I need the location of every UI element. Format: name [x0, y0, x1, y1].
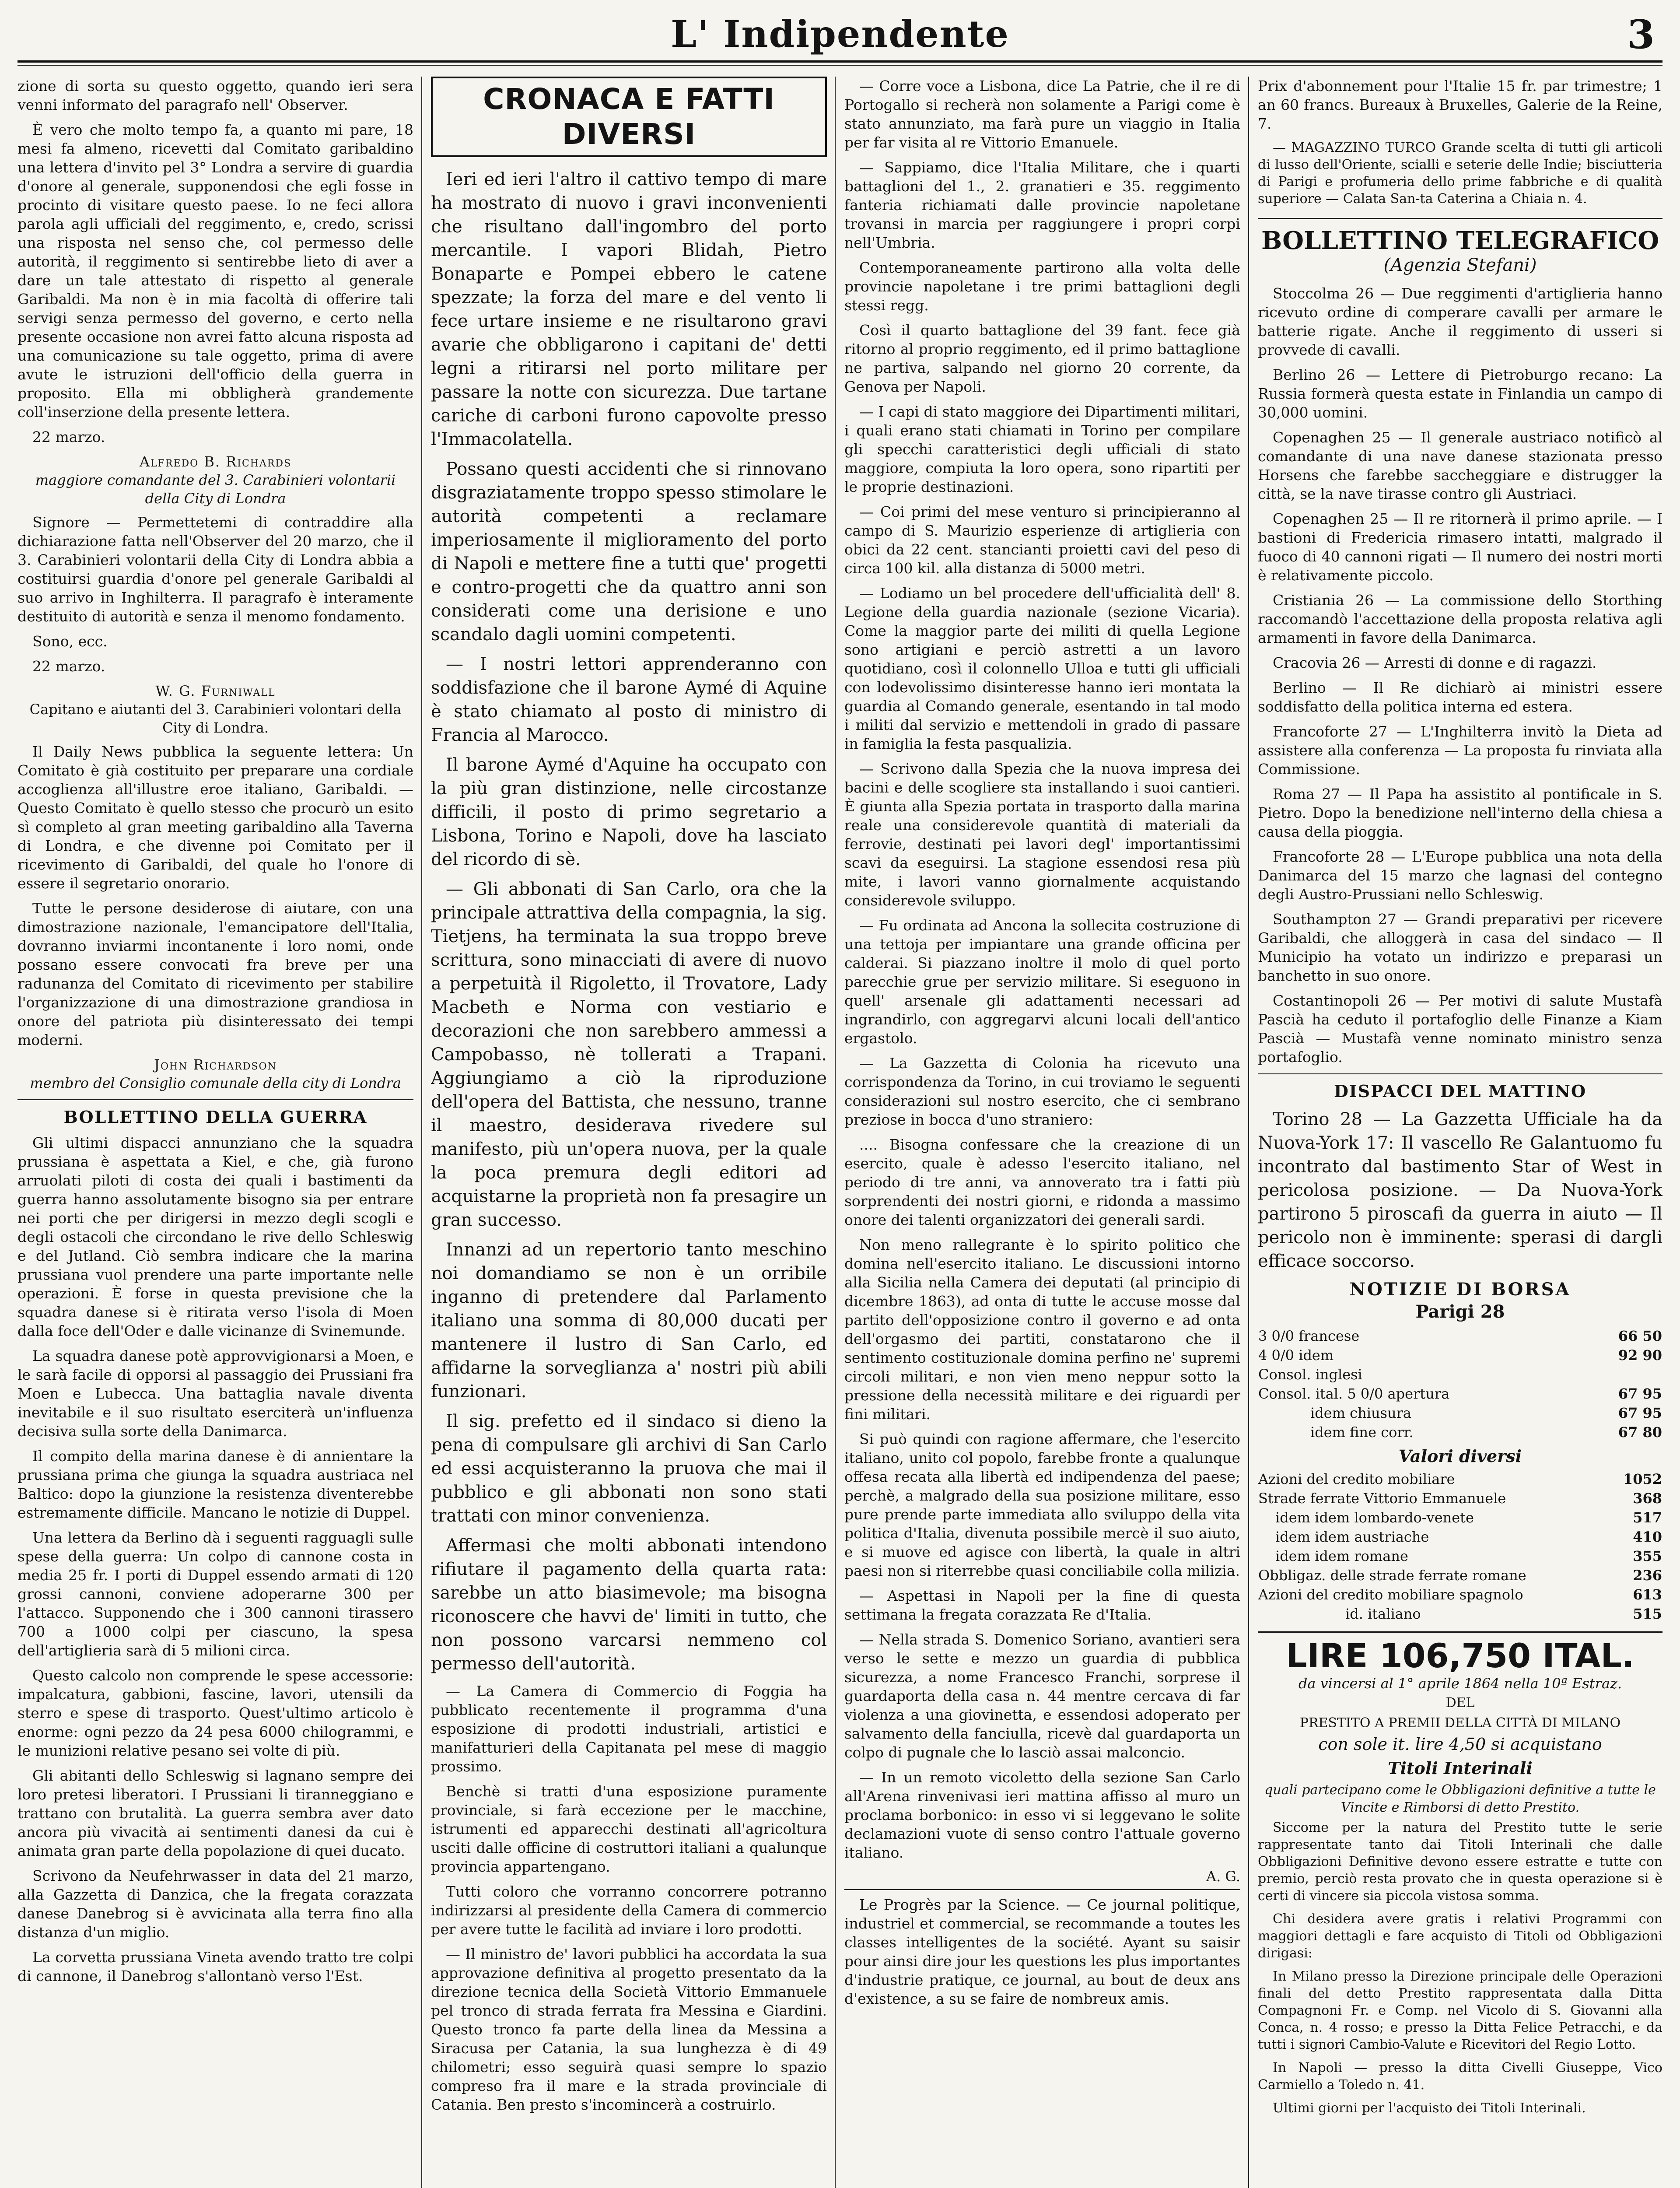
masthead — [18, 9, 1662, 66]
stock-label: idem idem romane — [1275, 1548, 1408, 1564]
column-divider — [1248, 77, 1249, 2188]
lottery-note: da vincersi al 1° aprile 1864 nella 10ª Estraz. — [1298, 1675, 1622, 1692]
signature-name: W. G. Furniwall — [155, 683, 276, 699]
article-paragraph: È vero che molto tempo fa, a quanto mi pare, 18 mesi fa almeno, ricevetti dal Comitato garibaldino una lettera d'invito pel 3° Londra a servire di guardia d'onore al generale, supponendosi che egli fosse in procinto di visitare questo paese. Io ne feci allora parola agli ufficiali del reggimento, e, credo, scrissi una risposta nel senso che, col permesso delle autorità, il reggimento si sentirebbe lieto di aver a dare un tale attestato di rispetto al generale Garibaldi. Ma non è in mia facoltà di offerire tali servigi senza permesso del governo, e certo nella presente occasione non avrei fatto alcuna risposta ad una comunicazione su tale oggetto, prima di avere avute le istruzioni dell'officio della guerra in proposito. Ella mi obbligherà grandemente coll'inserzione della presente lettera. — [18, 121, 413, 421]
stock-label: Obbligaz. delle strade ferrate romane — [1258, 1567, 1526, 1584]
telegram-item: Costantinopoli 26 — Per motivi di salute Mustafà Pascià ha ceduto il portafoglio delle Finanze a Kiam Pascià — Mustafà venne nominato ministro senza portafoglio. — [1258, 992, 1662, 1066]
stock-value: 66 50 — [1618, 1328, 1662, 1344]
stock-label: idem idem austriache — [1275, 1529, 1429, 1545]
article-paragraph: Contemporaneamente partirono alla volta delle provincie napoletane i tre primi battaglioni degli stessi regg. — [844, 259, 1240, 314]
article-paragraph: .... Bisogna confessare che la creazione di un esercito, quale è adesso l'esercito italiano, nel periodo di tre anni, va annoverato tra i fatti più sorprendenti dei nostri giorni, e ridonda a massimo onore dei talenti organizzatori dei generali sardi. — [844, 1136, 1240, 1228]
letter-closing: Sono, ecc. — [32, 633, 108, 650]
article-paragraph: Il compito della marina danese è di annientare la prussiana prima che giunga la squadra austriaca nel Baltico: dopo la giunzione la resistenza diventerebbe estremamente difficile. Mancano le notizie di Duppel. — [18, 1448, 413, 1521]
article-paragraph: Una lettera da Berlino dà i seguenti ragguagli sulle spese della guerra: Un colpo di cannone costa in media 25 fr. I porti di Duppel essendo armati di 120 grossi cannoni, conviene adoperarne 300 per l'attacco. Supponendo che i 300 cannoni tirassero 700 a 1000 colpi per ciascuno, la spesa dell'artiglieria sarà di 5 milioni circa. — [18, 1529, 413, 1659]
telegram-item: Cracovia 26 — Arresti di donne e di ragazzi. — [1273, 654, 1597, 671]
article-paragraph: — In un remoto vicoletto della sezione San Carlo all'Arena rinvenivasi ieri mattina affisso al muro un proclama borbonico: in esso vi si leggevano le solite declamazioni vuote di senso contro l'attuale governo italiano. — [844, 1769, 1240, 1861]
article-paragraph: Questo calcolo non comprende le spese accessorie: impalcatura, gabbioni, fascine, lavori, utensili da sterro e spese di trasporto. Quest'ultimo articolo è enorme: ogni pezzo da 24 pesa 6000 chilogrammi, e le munizioni relative pesano sei volte di più. — [18, 1667, 413, 1759]
stock-subheading: Valori diversi — [1398, 1446, 1522, 1466]
column-3 — [844, 77, 1240, 2188]
article-paragraph: Tutte le persone desiderose di aiutare, con una dimostrazione nazionale, l'emancipatore dell'Italia, dovranno inviarmi incontanente i loro nomi, onde possano essere convocati fra breve per una radunanza del Comitato di ricevimento per stabilire l'organizzazione di una dimostrazione grandiosa in onore del patriota più disinteressato dei tempi moderni. — [18, 900, 413, 1048]
article-paragraph: — Lodiamo un bel procedere dell'ufficialità dell' 8. Legione della guardia nazionale (sezione Vicaria). Come la maggior parte dei militi di quella Legione sono artigiani e perciò astretti a un lavoro quotidiano, così il colonnello Ulloa e tutti gli ufficiali con lodevolissimo disinteresse hanno ieri montata la guardia al Comando generale, esentando in tal modo i militi dal servizio e mettendoli in grado di passare in famiglia la festa pasqualizia. — [844, 585, 1240, 752]
article-paragraph: Possano questi accidenti che si rinnovano disgraziatamente troppo spesso stimolare le autorità competenti a reclamare imperiosamente il miglioramento del porto di Napoli e mettere fine a tutti que' progetti e contro-progetti che da quattro anni son considerati come una derisione e uno scandalo dagli uomini competenti. — [431, 459, 827, 645]
article-paragraph: — Scrivono dalla Spezia che la nuova impresa dei bacini e delle scogliere sta installando i suoi cantieri. È giunta alla Spezia portata in trasporto dalla marina reale una considerevole quantità di materiali da ferrovie, destinati pei lavori degl' importantissimi scavi da eseguirsi. La stagione essendosi resa più mite, i lavori vanno giornalmente acquistando considerevole sviluppo. — [844, 760, 1240, 909]
table-row — [1258, 1365, 1662, 1384]
article-paragraph: Così il quarto battaglione del 39 fant. fece già ritorno al proprio reggimento, ed il primo battaglione ne partiva, salpando nel giorno 20 corrente, da Genova per Napoli. — [844, 322, 1240, 395]
lottery-headline: LIRE 106,750 ITAL. — [1258, 1631, 1662, 1675]
article-paragraph: — Coi primi del mese venturo si principieranno al campo di S. Maurizio esperienze di artiglieria con obici da 22 cent. stancianti proietti cavi del peso di circa 100 kil. alla distanza di 5000 metri. — [844, 503, 1240, 577]
article-paragraph: Gli ultimi dispacci annunziano che la squadra prussiana è aspettata a Kiel, e che, già furono arruolati piloti di costa dei quali i bastimenti da guerra hanno assolutamente bisogno sia per entrare nei porti che per dirigersi in mezzo degli scogli e degli ostacoli che circondano le rive dello Schleswig e del Jutland. Ciò sembra indicare che la marina prussiana vuol prendere una parte importante nelle operazioni. È forse in questa previsione che la squadra danese si è ritirata verso l'isola di Moen dalla foce dell'Oder e dalle vicinanze di Svinemunde. — [18, 1134, 413, 1339]
stock-label: Consol. ital. 5 0/0 apertura — [1258, 1385, 1450, 1402]
stock-value: 355 — [1633, 1548, 1662, 1564]
lottery-prestito: PRESTITO A PREMII DELLA CITTÀ DI MILANO — [1299, 1715, 1621, 1731]
advertisement: Siccome per la natura del Prestito tutte le serie rappresentate tanto dai Titoli Interinali che dalle Obbligazioni Definitive devono essere estratte e tutte con premio, perciò resta provato che in questa operazione si è certi di vincere sia piccola vistosa somma. — [1258, 1820, 1662, 1904]
advertisement: Prix d'abonnement pour l'Italie 15 fr. par trimestre; 1 an 60 francs. Bureaux à Bruxelles, Galerie de la Reine, 7. — [1258, 77, 1662, 132]
table-row — [1258, 1403, 1662, 1423]
table-row — [1258, 1604, 1662, 1623]
article-paragraph: Benchè si tratti d'una esposizione puramente provinciale, si farà eccezione per le macchine, istrumenti ed apparecchi destinati all'agricoltura usciti dalle officine di costruttori italiani a qualunque provincia appartengano. — [431, 1783, 827, 1875]
signature-block — [18, 682, 413, 737]
masthead-rule — [18, 60, 1662, 63]
stock-table — [1258, 1326, 1662, 1442]
column-4 — [1258, 77, 1662, 2188]
article-paragraph: — Nella strada S. Domenico Soriano, avantieri sera verso le sette e mezzo un guardia di pubblica sicurezza, a nome Francesco Franchi, sorprese il guardaporta della casa n. 44 mentre cercava di far violenza a una giovinetta, e essendosi adoperato per salvamento della fanciulla, ricevè dal guardaporta un colpo di pugnale che lo lasciò assai malconcio. — [844, 1631, 1240, 1761]
stock-value: 515 — [1633, 1606, 1662, 1622]
telegram-item: Berlino 26 — Lettere di Pietroburgo recano: La Russia formerà questa estate in Finlandia un campo di 30,000 uomini. — [1258, 366, 1662, 421]
table-row — [1258, 1384, 1662, 1403]
signature-block — [18, 1055, 413, 1092]
column-2 — [431, 77, 827, 2188]
stock-value: 410 — [1633, 1529, 1662, 1545]
lottery-del: DEL — [1446, 1695, 1475, 1711]
table-row — [1258, 1585, 1662, 1604]
stock-value: 236 — [1633, 1567, 1662, 1584]
stock-label: idem idem lombardo-venete — [1275, 1509, 1474, 1526]
stock-label: Strade ferrate Vittorio Emmanuele — [1258, 1490, 1506, 1507]
stock-label: Consol. inglesi — [1258, 1366, 1362, 1383]
advertisement: In Napoli — presso la ditta Civelli Giuseppe, Vico Carmiello a Toledo n. 41. — [1258, 2060, 1662, 2093]
article-paragraph: — Aspettasi in Napoli per la fine di questa settimana la fregata corazzata Re d'Italia. — [844, 1587, 1240, 1623]
telegram-item: Berlino — Il Re dichiarò ai ministri essere soddisfatto della politica interna ed estera. — [1258, 679, 1662, 715]
stock-label: idem fine corr. — [1310, 1424, 1414, 1441]
article-paragraph: — Gli abbonati di San Carlo, ora che la principale attrattiva della compagnia, la sig. Tietjens, ha terminata la sua troppo breve scrittura, sono minacciati di avere di nuovo a perpetuità il Rigoletto, il Trovatore, Lady Macbeth e Norma con vestiario e decorazioni che non sarebbero ammessi a Campobasso, nè tollerati a Trapani. Aggiungiamo a ciò la riproduzione dell'opera del Battista, che nessuno, tranne il maestro, desiderava rivedere sul manifesto, più un'opera nuova, per la quale la poca premura degli editori ad acquistarne la proprietà non fa presagire un gran successo. — [431, 879, 827, 1230]
article-paragraph: — Il ministro de' lavori pubblici ha accordata la sua approvazione definitiva al progetto presentato da la direzione tecnica della Società Vittorio Emmanuele pel tronco di strada ferrata fra Messina e Giardini. Questo tronco fa parte della linea da Messina a Siracusa per Catania, la sua lunghezza è di 49 chilometri; esso seguirà quasi sempre lo spazio compreso fra il mare e la strada provinciale di Catania. Ben presto s'incomincerà a costruirlo. — [431, 1946, 827, 2113]
telegram-item: Roma 27 — Il Papa ha assistito al pontificale in S. Pietro. Dopo la benedizione nell'interno della chiesa a causa della pioggia. — [1258, 785, 1662, 840]
article-paragraph: La squadra danese potè approvvigionarsi a Moen, e le sarà facile di opporsi al passaggio dei Prussiani fra Moen e Lubecca. Una battaglia navale diventa inevitabile e il suo risultato eserciterà un'influenza decisiva sulla sorte della Danimarca. — [18, 1347, 413, 1440]
table-row — [1258, 1566, 1662, 1585]
advertisement: Ultimi giorni per l'acquisto dei Titoli Interinali. — [1273, 2100, 1586, 2116]
stock-value: 67 95 — [1618, 1385, 1662, 1402]
lottery-price: con sole it. lire 4,50 si acquistano — [1318, 1735, 1602, 1754]
letter-date: 22 marzo. — [32, 658, 105, 675]
article-paragraph: Scrivono da Neufehrwasser in data del 21 marzo, alla Gazzetta di Danzica, che la fregata corazzata danese Danebrog si è avvicinata alla terra fino alla distanza d'un miglio. — [18, 1867, 413, 1941]
column-1 — [18, 77, 413, 2188]
stock-table — [1258, 1469, 1662, 1623]
column-divider — [835, 77, 836, 2188]
stock-value: 517 — [1633, 1509, 1662, 1526]
section-heading: BOLLETTINO TELEGRAFICO — [1258, 218, 1662, 255]
article-paragraph: — La Gazzetta di Colonia ha ricevuto una corrispondenza da Torino, in cui troviamo le seguenti considerazioni sul nostro esercito, che ci sembrano preziose in bocca d'uno straniero: — [844, 1055, 1240, 1128]
table-row — [1258, 1527, 1662, 1546]
telegram-item: Copenaghen 25 — Il generale austriaco notificò al comandante di una nave danese stazionata presso Horsens che farebbe saccheggiare e distrugger la città, se la nave tirasse contro gli Austriaci. — [1258, 429, 1662, 502]
article-paragraph: zione di sorta su questo oggetto, quando ieri sera venni informato del paragrafo nell' Observer. — [18, 77, 413, 113]
stock-label: 4 0/0 idem — [1258, 1347, 1334, 1364]
stock-value — [1596, 1365, 1662, 1384]
advertisement: Chi desidera avere gratis i relativi Programmi con maggiori dettagli e fare acquisto di Titoli od Obbligazioni dirigasi: — [1258, 1911, 1662, 1961]
telegram-item: Francoforte 28 — L'Europe pubblica una nota della Danimarca del 15 marzo che lagnasi del contegno degli Austro-Prussiani nello Schleswig. — [1258, 848, 1662, 903]
article-paragraph: — Corre voce a Lisbona, dice La Patrie, che il re di Portogallo si recherà non solamente a Parigi come è stato annunziato, ma farà pure un viaggio in Italia per far visita al re Vittorio Emanuele. — [844, 77, 1240, 151]
lottery-titoli: Titoli Interinali — [1388, 1758, 1533, 1778]
table-row — [1258, 1346, 1662, 1365]
article-paragraph: Gli abitanti dello Schleswig si lagnano sempre dei loro pretesi liberatori. I Prussiani li tiranneggiano e trattano con brutalità. La guerra sembra aver dato ancora più vivacità ai sentimenti danesi da cui è animata gran parte della popolazione di quei ducato. — [18, 1767, 413, 1859]
article-paragraph: Tutti coloro che vorranno concorrere potranno indirizzarsi al presidente della Camera di commercio per avere tutte le facilità ad inviare i loro prodotti. — [431, 1883, 827, 1938]
stock-section-city: Parigi 28 — [1415, 1301, 1505, 1322]
page-number: 3 — [1627, 11, 1655, 58]
article-signature: A. G. — [1206, 1868, 1240, 1885]
section-heading: BOLLETTINO DELLA GUERRA — [18, 1099, 413, 1128]
article-paragraph: Non meno rallegrante è lo spirito politico che domina nell'esercito italiano. Le discussioni intorno alla Sicilia nella Camera dei deputati (al principio di dicembre 1863), ad onta di tutte le accuse mosse dal partito dell'opposizione contro il governo e ad onta dell'orgasmo dei partiti, constatarono che il sentimento costituzionale domina perfino ne' supremi circoli militari, e non vien meno neppur sotto la pressione della necessità militare e dei riguardi per fini militari. — [844, 1236, 1240, 1423]
article-paragraph: Ieri ed ieri l'altro il cattivo tempo di mare ha mostrato di nuovo i gravi inconvenienti che risultano dall'ingombro del porto mercantile. I vapori Blidah, Pietro Bonaparte e Pompei ebbero le catene spezzate; la forza del mare e del vento li fece urtare insieme e ne risultarono gravi avarie che obbligarono i capitani de' detti legni a ritirarsi nel porto militare per passare la notte con sicurezza. Due tartane cariche di carboni furono capovolte presso l'Immacolatella. — [431, 169, 827, 449]
article-paragraph: — I capi di stato maggiore dei Dipartimenti militari, i quali erano stati chiamati in Torino per compilare gli specchi caratteristici degli ufficiali di stato maggiore, compiuta la loro opera, sono ripartiti per le proprie destinazioni. — [844, 403, 1240, 495]
article-paragraph: La corvetta prussiana Vineta avendo tratto tre colpi di cannone, il Danebrog s'allontanò verso l'Est. — [18, 1949, 413, 1985]
article-paragraph: — I nostri lettori apprenderanno con soddisfazione che il barone Aymé di Aquine è stato chiamato al posto di ministro di Francia al Marocco. — [431, 654, 827, 745]
masthead-rule-thin — [18, 65, 1662, 66]
section-heading: DISPACCI DEL MATTINO — [1258, 1073, 1662, 1102]
article-paragraph: Innanzi ad un repertorio tanto meschino noi domandiamo se non è un orribile inganno di pretendere dal Parlamento italiano una somma di 80,000 ducati per mantenere il lustro di San Carlo, ed affidarne la sorveglianza a' nostri più abili funzionari. — [431, 1240, 827, 1402]
stock-label: id. italiano — [1345, 1606, 1421, 1622]
stock-label: 3 0/0 francese — [1258, 1328, 1360, 1344]
signature-title: maggiore comandante del 3. Carabinieri volontarii della City di Londra — [35, 472, 396, 507]
stock-label: Azioni del credito mobiliare — [1258, 1471, 1455, 1487]
table-row — [1258, 1326, 1662, 1346]
signature-title: Capitano e aiutanti del 3. Carabinieri volontari della City di Londra. — [29, 701, 402, 736]
letter-date: 22 marzo. — [32, 428, 105, 445]
signature-block — [18, 452, 413, 508]
table-row — [1258, 1508, 1662, 1527]
table-row — [1258, 1489, 1662, 1508]
table-row — [1258, 1469, 1662, 1489]
signature-title: membro del Consiglio comunale della city di Londra — [30, 1075, 401, 1091]
article-paragraph: Signore — Permettetemi di contraddire alla dichiarazione fatta nell'Observer del 20 marzo, che il 3. Carabinieri volontarii della City di Londra abbia a costituirsi guardia d'onore pel generale Garibaldi al suo arrivo in Inghilterra. Il paragrafo è interamente destituito di autorità e senza il menomo fondamento. — [18, 514, 413, 625]
article-paragraph: — La Camera di Commercio di Foggia ha pubblicato recentemente il programma d'una esposizione di prodotti industriali, artistici e manifatturieri della Capitanata pel mese di maggio prossimo. — [431, 1683, 827, 1775]
stock-value: 368 — [1633, 1490, 1662, 1507]
stock-section-title: NOTIZIE DI BORSA — [1349, 1279, 1571, 1300]
advertisement: In Milano presso la Direzione principale delle Operazioni finali del detto Prestito rappresentata dalla Ditta Compagnoni Fr. e Comp. nel Vicolo di S. Giovanni alla Conca, n. 4 rosso; e presso la Ditta Felice Petracchi, e da tutti i signori Cambio-Valute e Ricevitori del Regio Lotto. — [1258, 1969, 1662, 2052]
article-paragraph: Affermasi che molti abbonati intendono rifiutare il pagamento della quarta rata: sarebbe un atto biasimevole; ma bisogna riconoscere che havvi de' limiti in tutto, che non possono varcarsi nemmeno col permesso dell'autorità. — [431, 1536, 827, 1674]
telegram-item: Copenaghen 25 — Il re ritornerà il primo aprile. — I bastioni di Fredericia rimasero intatti, malgrado il fuoco di 40 cannoni rigati — Il numero dei nostri morti è relativamente piccolo. — [1258, 510, 1662, 584]
table-row — [1258, 1546, 1662, 1566]
table-row — [1258, 1423, 1662, 1442]
section-subheading: (Agenzia Stefani) — [1383, 255, 1537, 275]
telegram-item: Cristiania 26 — La commissione dello Storthing raccomandò l'accettazione della proposta relativa agli armamenti in favore della Danimarca. — [1258, 592, 1662, 646]
article-paragraph: Le Progrès par la Science. — Ce journal politique, industriel et commercial, se recommande a toutes les classes intelligentes de la société. Ayant su saisir pour ainsi dire jour les questions les plus importantes d'industrie pratique, ce journal, au bout de deux ans d'existence, a su se faire de nombreux amis. — [844, 1889, 1240, 2008]
stock-value: 92 90 — [1618, 1347, 1662, 1364]
article-paragraph: Il barone Aymé d'Aquine ha occupato con la più gran distinzione, nelle circostanze difficili, il posto di primo segretario a Lisbona, Torino e Napoli, dove ha lasciato del ricordo di sè. — [431, 755, 827, 870]
article-paragraph: Il Daily News pubblica la seguente lettera: Un Comitato è già costituito per preparare una cordiale accoglienza all'illustre eroe italiano, Garibaldi. — Questo Comitato è quello stesso che procurò un esito sì completo al gran meeting garibaldino alla Taverna di Londra, e che divenne poi Comitato per il ricevimento di Garibaldi, del quale ho l'onore di essere il segretario onorario. — [18, 743, 413, 892]
article-paragraph: — Fu ordinata ad Ancona la sollecita costruzione di una tettoja per impiantare una grande officina per calderai. Si piazzano inoltre il molo di quel porto parecchie grue per servizio militare. Si eseguono in quell' arsenale gli adattamenti necessari ad ingrandirlo, con aggregarvi alcuni locali dell'antico ergastolo. — [844, 917, 1240, 1047]
stock-label: idem chiusura — [1310, 1405, 1411, 1421]
telegram-item: Torino 28 — La Gazzetta Ufficiale ha da Nuova-York 17: Il vascello Re Galantuomo fu incontrato dal bastimento Star of West in pericolosa posizione. — Da Nuova-York partirono 5 piroscafi da guerra in aiuto — Il pericolo non è imminente: sperasi di dargli efficace soccorso. — [1258, 1109, 1662, 1271]
stock-value: 67 95 — [1618, 1405, 1662, 1421]
section-headline: CRONACA E FATTI DIVERSI — [431, 77, 827, 157]
stock-value: 613 — [1633, 1586, 1662, 1603]
column-divider — [421, 77, 422, 2188]
lottery-quali: quali partecipano come le Obbligazioni definitive a tutte le Vincite e Rimborsi di detto Prestito. — [1264, 1782, 1656, 1815]
signature-name: Alfredo B. Richards — [139, 453, 292, 470]
stock-label: Azioni del credito mobiliare spagnolo — [1258, 1586, 1523, 1603]
signature-name: John Richardson — [154, 1056, 277, 1073]
article-paragraph: Si può quindi con ragione affermare, che l'esercito italiano, unito col popolo, farebbe fronte a qualunque offesa recata alla libertà ed indipendenza del paese; perchè, a malgrado della sua posizione militare, esso pure prende parte immediata allo sviluppo della vita politica d'Italia, divenuta possibile mercè il suo aiuto, e si muove ed agisce con libertà, la quale in altri paesi non si riterrebbe quasi conciliabile colla milizia. — [844, 1431, 1240, 1579]
telegram-item: Francoforte 27 — L'Inghilterra invitò la Dieta ad assistere alla conferenza — La proposta fu rinviata alla Commissione. — [1258, 723, 1662, 778]
article-paragraph: Il sig. prefetto ed il sindaco si dieno la pena di compulsare gli archivi di San Carlo ed essi acquisteranno la pruova che mai il pubblico e gli abbonati non sono stati trattati con minor convenienza. — [431, 1411, 827, 1526]
telegram-item: Stoccolma 26 — Due reggimenti d'artiglieria hanno ricevuto ordine di comperare cavalli per armare le batterie rigate. Anche il reggimento di usseri si provvede di cavalli. — [1258, 285, 1662, 358]
newspaper-title: L' Indipendente — [671, 12, 1009, 56]
stock-value: 1052 — [1623, 1471, 1662, 1487]
article-paragraph: — Sappiamo, dice l'Italia Militare, che i quarti battaglioni del 1., 2. granatieri e 35. reggimento fanteria richiamati dalle provincie napoletane trovansi in marcia per raggiungere i propri corpi nell'Umbria. — [844, 159, 1240, 251]
stock-value: 67 80 — [1618, 1424, 1662, 1441]
telegram-item: Southampton 27 — Grandi preparativi per ricevere Garibaldi, che alloggerà in casa del sindaco — Il Municipio ha votato un indirizzo e preparasi un banchetto in suo onore. — [1258, 911, 1662, 984]
advertisement: — MAGAZZINO TURCO Grande scelta di tutti gli articoli di lusso dell'Oriente, scialli e seterie delle Indie; bisciutteria di Parigi e profumeria dello prime fabbriche e di qualità superiore — Calata San-ta Caterina a Chiaia n. 4. — [1258, 140, 1662, 207]
